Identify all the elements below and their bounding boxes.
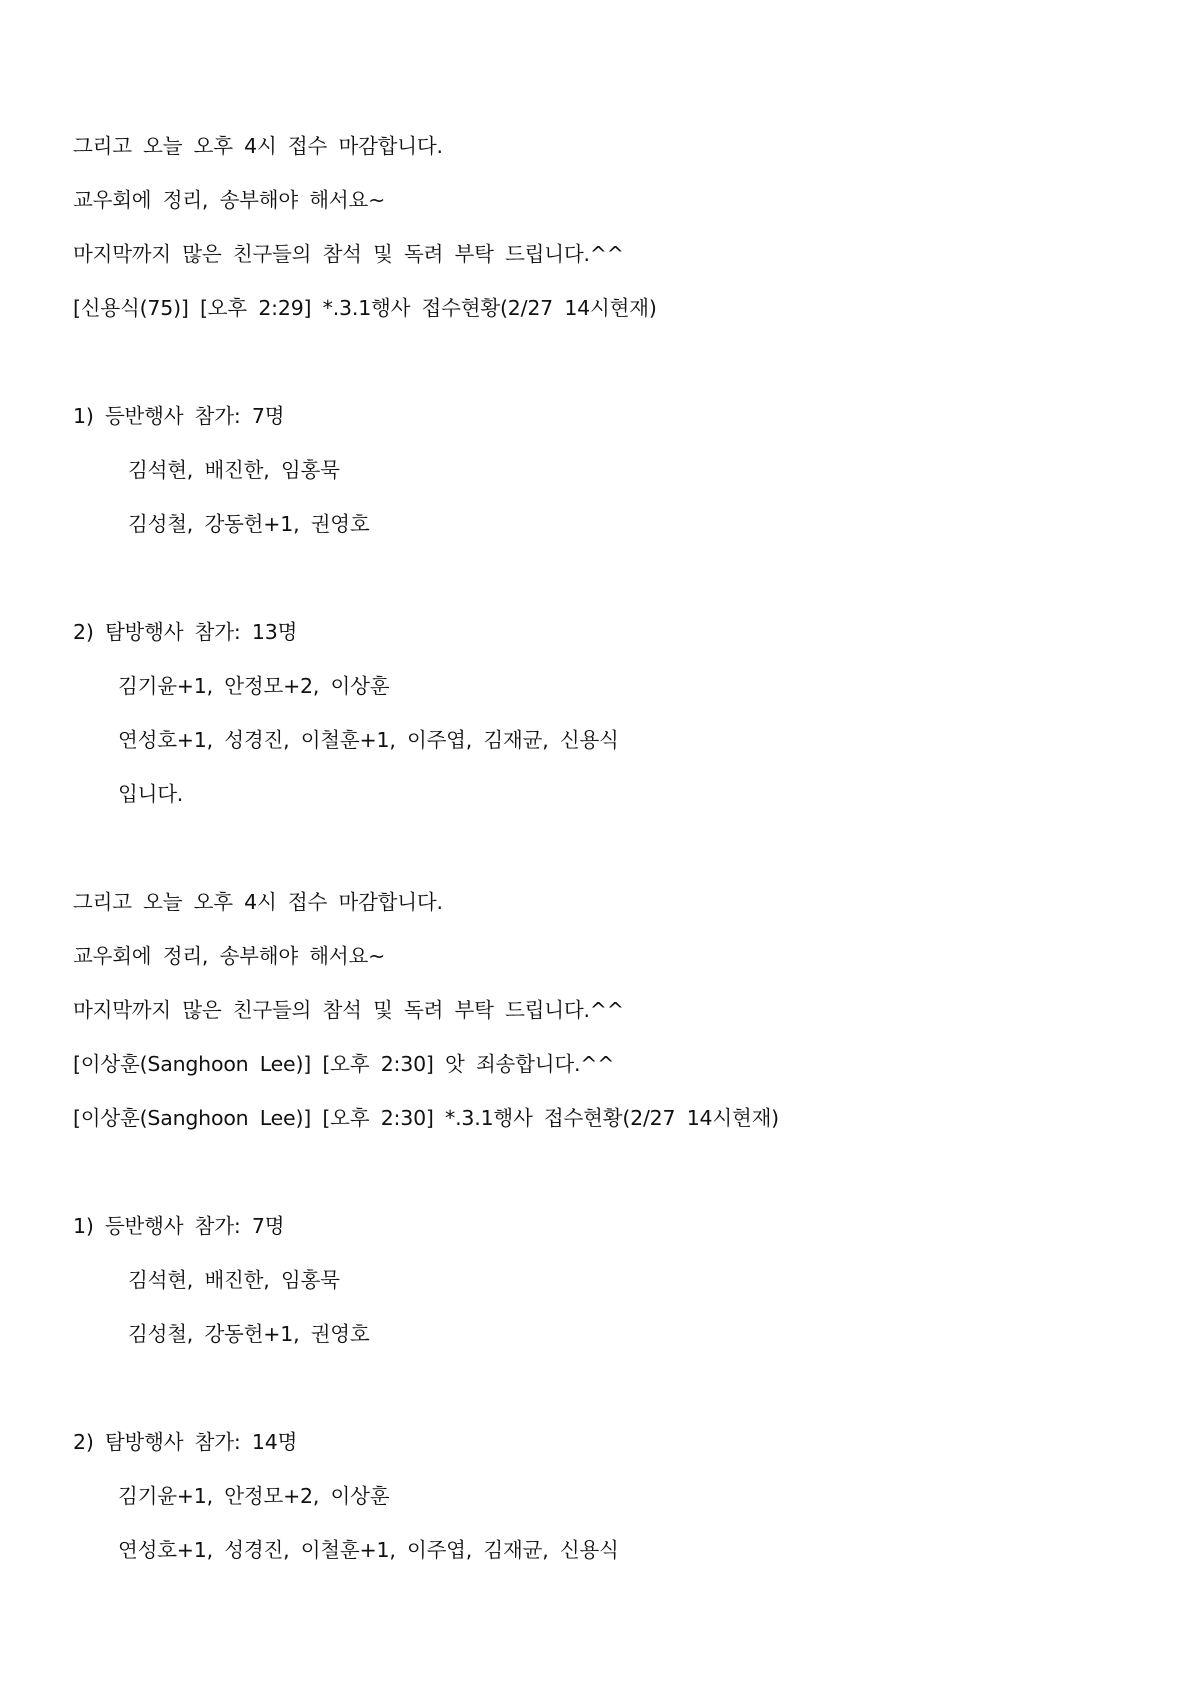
message-header-line: [신용식(75)] [오후 2:29] *.3.1행사 접수현황(2/27 14시현재) [73,296,657,320]
climbing-participants-line: 김성철, 강동헌+1, 권영호 [128,1322,370,1346]
tour-participants-line: 김기윤+1, 안정모+2, 이상훈 [118,1484,390,1508]
closing-word-line: 입니다. [118,782,184,806]
reason-line: 교우회에 정리, 송부해야 해서요~ [73,188,386,212]
reason-line: 교우회에 정리, 송부해야 해서요~ [73,944,386,968]
tour-participants-line: 김기윤+1, 안정모+2, 이상훈 [118,674,390,698]
climbing-participants-line: 김석현, 배진한, 임홍묵 [128,458,340,482]
closing-notice-line: 그리고 오늘 오후 4시 접수 마감합니다. [73,134,443,158]
climbing-event-heading: 1) 등반행사 참가: 7명 [73,1214,285,1238]
climbing-participants-line: 김성철, 강동헌+1, 권영호 [128,512,370,536]
tour-participants-line: 연성호+1, 성경진, 이철훈+1, 이주엽, 김재균, 신용식 [118,1538,619,1562]
climbing-participants-line: 김석현, 배진한, 임홍묵 [128,1268,340,1292]
request-line: 마지막까지 많은 친구들의 참석 및 독려 부탁 드립니다.^^ [73,998,624,1022]
tour-event-heading: 2) 탐방행사 참가: 14명 [73,1430,298,1454]
request-line: 마지막까지 많은 친구들의 참석 및 독려 부탁 드립니다.^^ [73,242,624,266]
tour-event-heading: 2) 탐방행사 참가: 13명 [73,620,298,644]
climbing-event-heading: 1) 등반행사 참가: 7명 [73,404,285,428]
closing-notice-line: 그리고 오늘 오후 4시 접수 마감합니다. [73,890,443,914]
message-header-line: [이상훈(Sanghoon Lee)] [오후 2:30] 앗 죄송합니다.^^ [73,1052,615,1076]
message-header-line: [이상훈(Sanghoon Lee)] [오후 2:30] *.3.1행사 접수현황(2/27 14시현재) [73,1106,779,1130]
tour-participants-line: 연성호+1, 성경진, 이철훈+1, 이주엽, 김재균, 신용식 [118,728,619,752]
